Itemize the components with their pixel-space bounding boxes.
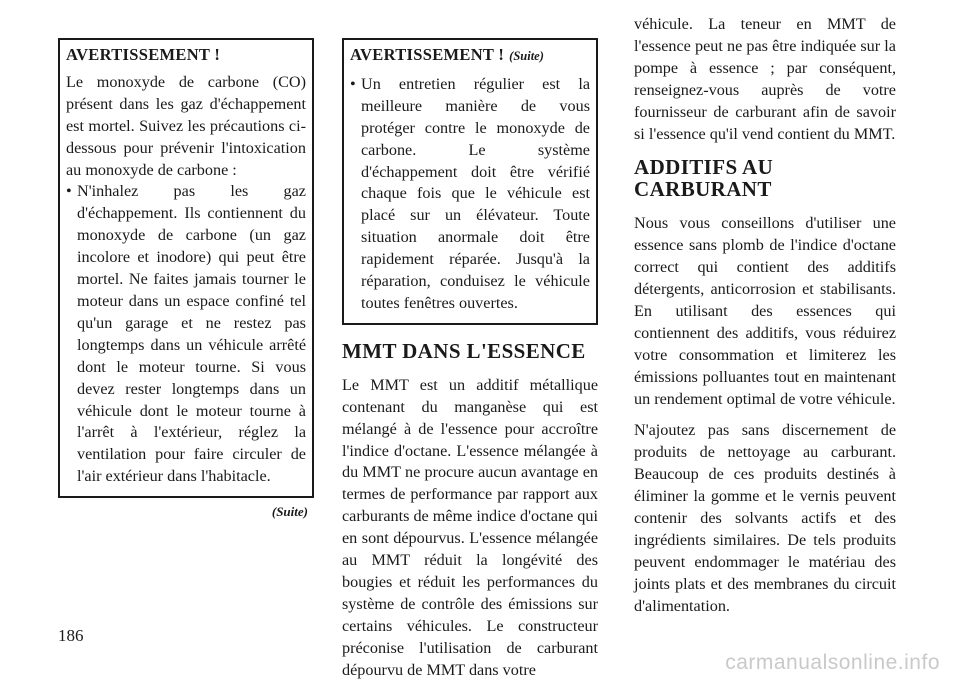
right-column — [634, 14, 896, 618]
warning-title-text: AVERTISSEMENT ! — [350, 45, 505, 64]
warning-bullet-text: N'inhalez pas les gaz d'échappement. Ils contiennent du monoxyde de carbone (un gaz incolore et inodore) qui peut être mortel. Ne faites jamais tourner le moteur dans un espace confiné tel qu'un garage et ne restez pas longtemps dans un véhicule arrêté dont le moteur tourne. Si vous devez rester longtemps dans un véhicule dont le moteur tourne à l'arrêt à l'extérieur, réglez la ventilation pour faire circuler de l'air extérieur dans l'habitacle. — [77, 182, 306, 486]
additives-heading: ADDITIFS AU CARBURANT — [634, 155, 774, 202]
continued-label: (Suite) — [271, 504, 308, 520]
middle-column — [342, 38, 598, 681]
warning-bullet-text: Un entretien régulier est la meilleure manière de vous protéger contre le monoxyde de carbone. Le système d'échappement doit être vérifié chaque fois que le véhicule est placé sur un élévateur. Toute situation anormale doit être rapidement réparée. Jusqu'à la réparation, conduisez le véhicule toutes fenêtres ouvertes. — [361, 74, 590, 312]
warning-title-suffix: (Suite) — [509, 49, 544, 63]
watermark: carmanualsonline.info — [725, 651, 940, 675]
left-column — [58, 38, 314, 523]
warning-box-continued — [342, 38, 598, 325]
bullet-icon: • — [66, 182, 72, 201]
warning-title: AVERTISSEMENT ! — [66, 45, 221, 64]
additives-paragraph-1: Nous vous conseillons d'utiliser une essence sans plomb de l'indice d'octane correct qui contient des additifs détergents, anticorrosion et stabilisants. En utilisant des essences qui contiennent des additifs, vous réduirez votre consommation et limiterez les émissions polluantes tout en maintenant un rendement optimal de votre véhicule. — [634, 214, 896, 408]
mmt-body-end: véhicule. La teneur en MMT de l'essence peut ne pas être indiquée sur la pompe à essence ; par conséquent, renseignez-vous auprès de votre fournisseur de carburant afin de savoir si l'essence qu'il vend contient du MMT. — [634, 15, 896, 143]
warning-intro: Le monoxyde de carbone (CO) présent dans les gaz d'échappement est mortel. Suivez les précautions ci-dessous pour prévenir l'intoxication au monoxyde de carbone : — [66, 72, 306, 179]
bullet-icon: • — [350, 74, 356, 93]
warning-bullet — [66, 181, 306, 488]
mmt-heading: MMT DANS L'ESSENCE — [342, 338, 586, 363]
warning-title-continued — [350, 44, 590, 68]
page-number: 186 — [58, 626, 84, 645]
warning-bullet — [350, 74, 590, 315]
mmt-body-start: Le MMT est un additif métallique contenant du manganèse qui est mélangé à de l'essence pour accroître l'indice d'octane. L'essence mélangée à du MMT ne procure aucun avantage en termes de performance par rapport aux carburants de même indice d'octane qui en sont dépourvus. L'essence mélangée au MMT réduit la longévité des bougies et réduit les performances du système de contrôle des émissions sur certains véhicules. Le constructeur préconise l'utilisation de carburant dépourvu de MMT dans votre — [342, 375, 598, 679]
additives-paragraph-2: N'ajoutez pas sans discernement de produits de nettoyage au carburant. Beaucoup de ces produits destinés à éliminer la gomme et le vernis peuvent contenir des solvants actifs et des ingrédients similaires. De tels produits peuvent endommager le matériau des joints plats et des membranes du circuit d'alimentation. — [634, 421, 896, 615]
warning-box — [58, 38, 314, 498]
